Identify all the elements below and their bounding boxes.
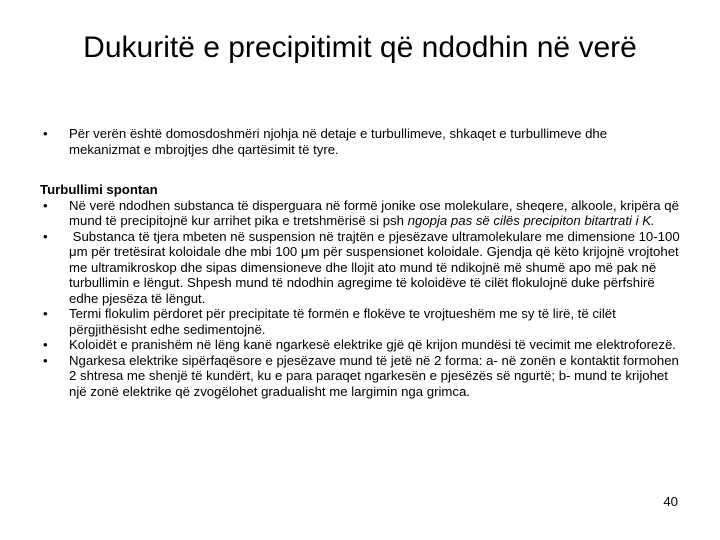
intro-text: Për verën është domosdoshmëri njohja në detaje e turbullimeve, shkaqet e turbullimeve dhe mekanizmat e mbrojtjes dhe qartësimit të tyre. xyxy=(69,126,608,157)
page-number: 40 xyxy=(663,494,678,509)
list-item xyxy=(40,198,686,229)
bullet-list xyxy=(40,198,686,400)
list-item-text: Koloidët e pranishëm në lëng kanë ngarkesë elektrike gjë që krijon mundësi të vecimit me elektroforezë. xyxy=(69,337,676,352)
list-item-text: Termi flokulim përdoret për precipitate të formën e flokëve te vrojtueshëm me sy të lirë, të cilët përgjithësisht edhe sedimentojnë. xyxy=(69,306,616,337)
slide-content xyxy=(40,182,686,399)
bullet-marker: • xyxy=(43,197,48,213)
bullet-marker: • xyxy=(43,337,48,352)
list-item-text: Substanca të tjera mbeten në suspension në trajtën e pjesëzave ultramolekulare me dimensione 10-100 μm për tretësirat koloidale dhe mbi 100 μm për suspensionet koloidale. Gjendja që këto krijojnë vrojtohet me ultramikroskop dhe sipas dimensioneve dhe llojit ato mund të ndikojnë më shumë apo më pak në turbullimin e lëngut. Shpesh mund të ndodhin agregime të koloidëve të cilët flokulojnë duke përfshirë edhe pjesëza të lëngut. xyxy=(69,228,684,306)
list-item xyxy=(40,306,686,337)
bullet-marker: • xyxy=(43,228,48,244)
bullet-marker: • xyxy=(43,306,48,321)
intro-paragraph xyxy=(40,126,680,157)
list-item xyxy=(40,229,686,307)
slide-title: Dukuritë e precipitimit që ndodhin në verë xyxy=(83,31,637,64)
bullet-marker: • xyxy=(43,126,48,141)
list-item xyxy=(40,337,686,353)
bullet-marker: • xyxy=(43,352,48,368)
section-heading: Turbullimi spontan xyxy=(40,182,158,197)
list-item xyxy=(40,353,686,400)
list-item-text: Ngarkesa elektrike sipërfaqësore e pjesëzave mund të jetë në 2 forma: a- në zonën e kontaktit formohen 2 shtresa me shenjë të kundërt, ku e para paraqet ngarkesën e pjesëzës së ngurtë; b- mund te krijohet një zonë elektrike që zvogëlohet gradualisht me largimin nga grimca. xyxy=(69,352,679,399)
list-item-text-plain: Në verë ndodhen substanca të disperguara në formë jonike ose molekulare, sheqere, alkoole, kripëra që mund të precipitojnë kur arrihet pika e tretshmërisë si psh xyxy=(69,197,679,228)
list-item-text xyxy=(69,198,686,229)
list-item-text-italic: ngopja pas së cilës precipiton bitartrati i K. xyxy=(407,213,655,228)
